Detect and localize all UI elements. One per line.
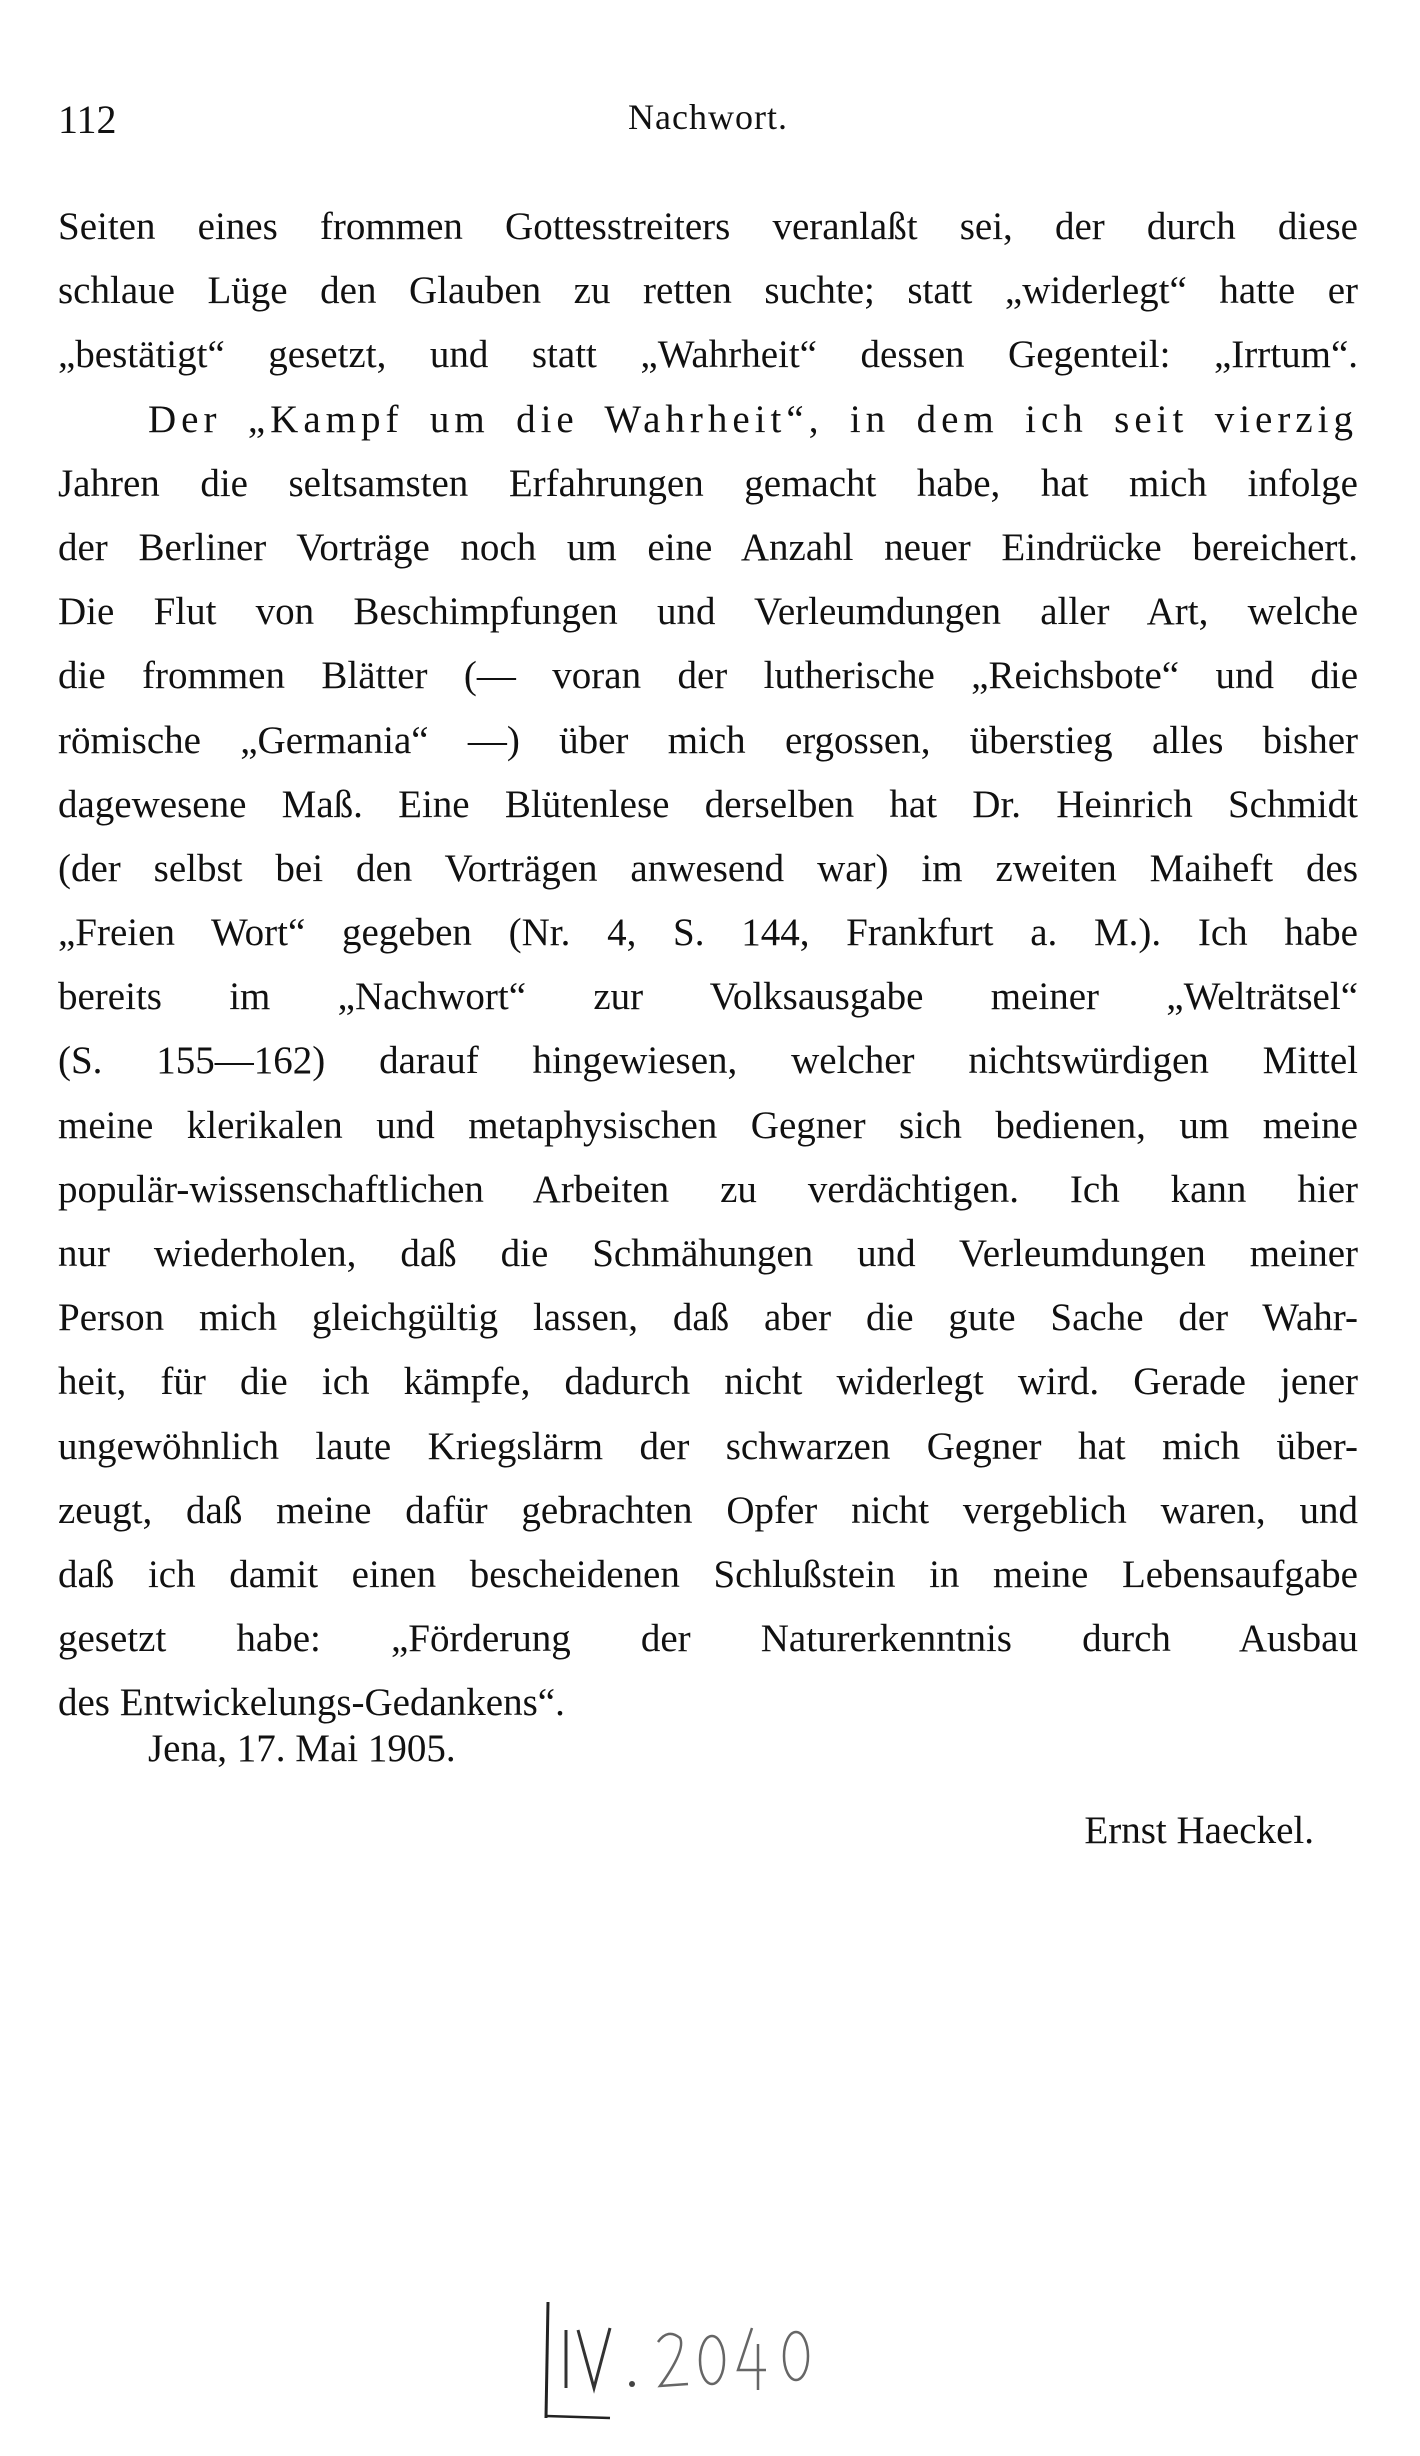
handwritten-shelfmark-icon (540, 2300, 840, 2420)
signature: Ernst Haeckel. (1084, 1809, 1314, 1852)
text-line: (der selbst bei den Vorträgen anwesend war) im zweiten Maiheft des (58, 846, 1358, 890)
text-line: ungewöhnlich laute Kriegslärm der schwarzen Gegner hat mich über- (58, 1424, 1358, 1468)
text-line: nur wiederholen, daß die Schmähungen und Verleumdungen meiner (58, 1232, 1358, 1275)
text-line: römische „Germania“ —) über mich ergossen, überstieg alles bisher (58, 718, 1358, 762)
text-line: der Berliner Vorträge noch um eine Anzahl neuer Eindrücke bereichert. (58, 525, 1358, 569)
text-line: „bestätigt“ gesetzt, und statt „Wahrheit“ dessen Gegenteil: „Irrtum“. (58, 333, 1358, 377)
text-line: „Freien Wort“ gegeben (Nr. 4, S. 144, Frankfurt a. M.). Ich habe (58, 911, 1358, 955)
page-header (58, 96, 1358, 156)
text-line: Jahren die seltsamsten Erfahrungen gemacht habe, hat mich infolge (58, 461, 1358, 505)
text-line: zeugt, daß meine dafür gebrachten Opfer nicht vergeblich waren, und (58, 1488, 1358, 1532)
text-line: gesetzt habe: „Förderung der Naturerkenntnis durch Ausbau (58, 1617, 1358, 1661)
text-line: Person mich gleichgültig lassen, daß aber die gute Sache der Wahr- (58, 1296, 1358, 1340)
library-shelfmark-stamp (540, 2300, 840, 2420)
page-number: 112 (58, 97, 117, 142)
text-line: Der „Kampf um die Wahrheit“, in dem ich seit vierzig (148, 397, 1358, 441)
text-line: Die Flut von Beschimpfungen und Verleumdungen aller Art, welche (58, 590, 1358, 634)
text-line: Seiten eines frommen Gottesstreiters veranlaßt sei, der durch diese (58, 205, 1358, 248)
text-line: dagewesene Maß. Eine Blütenlese derselben hat Dr. Heinrich Schmidt (58, 782, 1358, 826)
text-line: populär-wissenschaftlichen Arbeiten zu verdächtigen. Ich kann hier (58, 1167, 1358, 1211)
body-text (58, 195, 1358, 1736)
text-line: schlaue Lüge den Glauben zu retten suchte; statt „widerlegt“ hatte er (58, 269, 1358, 313)
text-line: daß ich damit einen bescheidenen Schlußstein in meine Lebensaufgabe (58, 1552, 1358, 1596)
text-line: meine klerikalen und metaphysischen Gegner sich bedienen, um meine (58, 1103, 1358, 1147)
text-line: bereits im „Nachwort“ zur Volksausgabe meiner „Welträtsel“ (58, 975, 1358, 1019)
place-date: Jena, 17. Mai 1905. (148, 1727, 456, 1770)
text-line: heit, für die ich kämpfe, dadurch nicht widerlegt wird. Gerade jener (58, 1360, 1358, 1404)
text-line: (S. 155—162) darauf hingewiesen, welcher nichtswürdigen Mittel (58, 1039, 1358, 1083)
text-line: des Entwickelungs-Gedankens“. (58, 1681, 565, 1725)
running-head: Nachwort. (628, 97, 788, 137)
text-line: die frommen Blätter (— voran der lutherische „Reichsbote“ und die (58, 654, 1358, 698)
